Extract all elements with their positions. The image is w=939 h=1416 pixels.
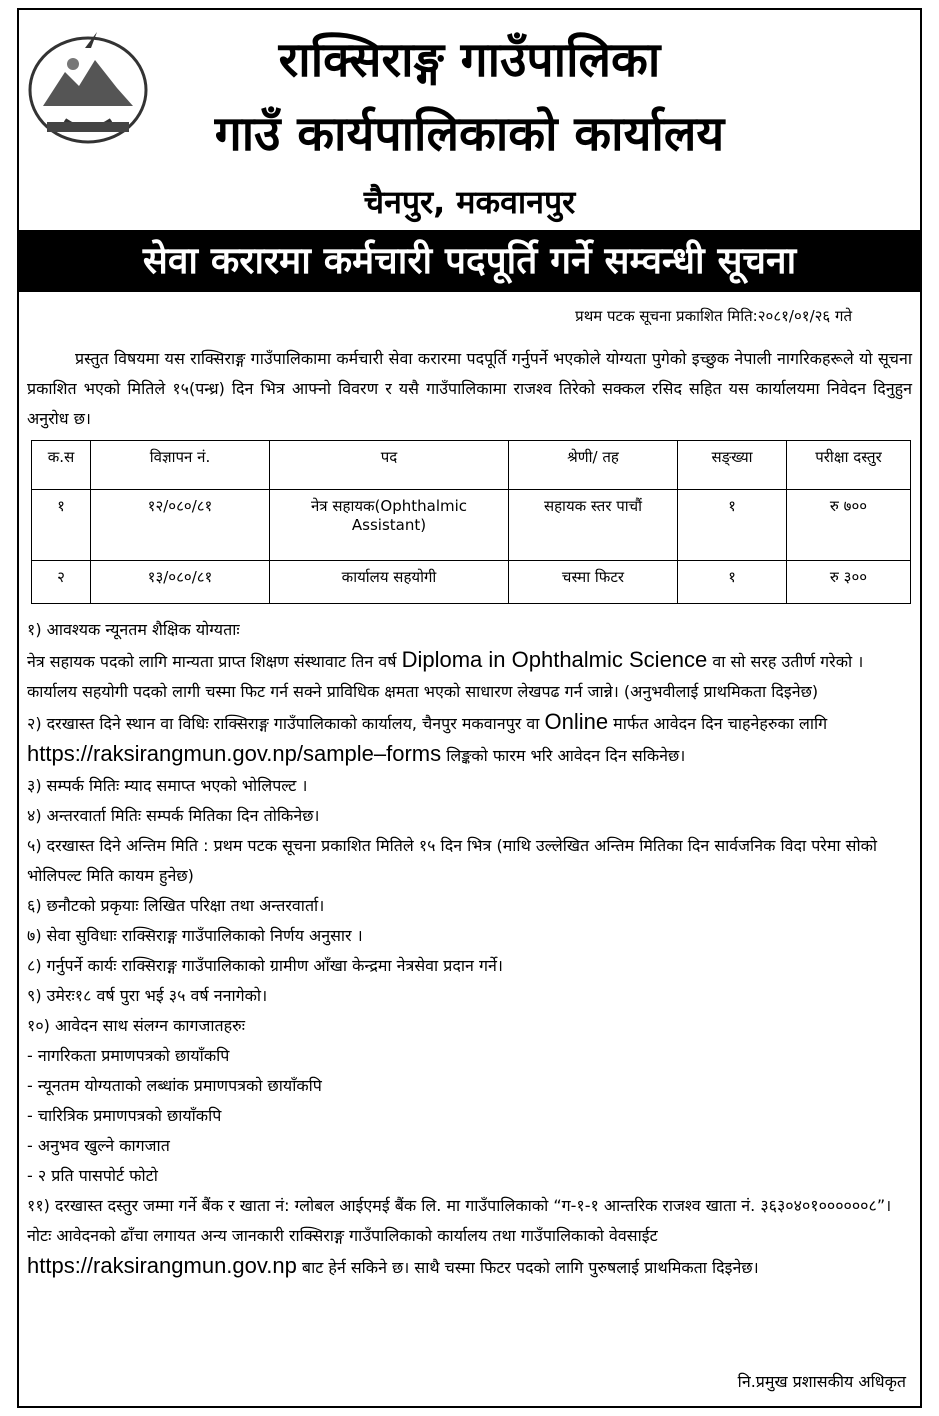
- cell-post: नेत्र सहायक(Ophthalmic Assistant): [270, 490, 509, 561]
- col-count: सङ्ख्या: [678, 441, 787, 490]
- publish-date: प्रथम पटक सूचना प्रकाशित मिति:२०८१/०१/२६ गते: [575, 307, 852, 325]
- item-3: ३) सम्पर्क मितिः म्याद समाप्त भएको भोलिपल्ट ।: [27, 776, 308, 795]
- address: चैनपुर, मकवानपुर: [363, 183, 576, 221]
- item-1-text-a: नेत्र सहायक पदको लागि मान्यता प्राप्त शिक्षण संस्थावाट तिन वर्ष: [27, 652, 402, 671]
- notice-header: [19, 10, 920, 282]
- attachment-item: - चारित्रिक प्रमाणपत्रको छायाँकपि: [27, 1106, 222, 1125]
- col-post: पद: [270, 441, 509, 490]
- cell-fee: रु ३००: [787, 561, 911, 604]
- item-2-text-a: २) दरखास्त दिने स्थान वा विधिः राक्सिराङ्ग गाउँपालिकाको कार्यालय, चैनपुर मकवानपुर वा: [27, 714, 545, 733]
- notice-body: [27, 615, 912, 1283]
- cell-level: चस्मा फिटर: [509, 561, 678, 604]
- table-row: [32, 561, 911, 604]
- note: [27, 1221, 912, 1283]
- cell-post: कार्यालय सहयोगी: [270, 561, 509, 604]
- item-1-text-b: वा सो सरह उतीर्ण गरेको । कार्यालय सहयोगी पदको लागी चस्मा फिट गर्न सक्ने प्राविधिक क्षमता भएको साधारण लेखपढ गर्न जान्ने। (अनुभवीलाई प्राथमिकता दिइनेछ): [27, 652, 864, 701]
- col-fee: परीक्षा दस्तुर: [787, 441, 911, 490]
- item-2-text-b: मार्फत आवेदन दिन चाहनेहरुका लागि: [608, 714, 828, 733]
- attachment-item: - अनुभव खुल्ने कागजात: [27, 1136, 170, 1155]
- table-row: [32, 490, 911, 561]
- attachment-item: - न्यूनतम योग्यताको लब्धांक प्रमाणपत्रको छायाँकपि: [27, 1076, 322, 1095]
- notice-title-banner: सेवा करारमा कर्मचारी पदपूर्ति गर्ने सम्वन्धी सूचना: [19, 230, 920, 292]
- intro-paragraph: प्रस्तुत विषयमा यस राक्सिराङ्ग गाउँपालिकामा कर्मचारी सेवा करारमा पदपूर्ति गर्नुपर्ने भएकोले योग्यता पुगेको इच्छुक नेपाली नागरिकहरूले यो सूचना प्रकाशित भएको मितिले १५(पन्ध्र) दिन भित्र आफ्नो विवरण र यसै गाउँपालिकामा राजश्व तिरेको सक्कल रसिद सहित यस कार्यालयमा निवेदन दिनुहुन अनुरोध छ।: [27, 349, 912, 428]
- item-11: ११) दरखास्त दस्तुर जम्मा गर्ने बैंक र खाता नं: ग्लोबल आईएमई बैंक लि. मा गाउँपालिकाको “ग-१-१ आन्तरिक राजश्व खाता नं. ३६३०४०१००००००८”।: [27, 1196, 892, 1215]
- cell-fee: रु ७००: [787, 490, 911, 561]
- item-5: ५) दरखास्त दिने अन्तिम मिति : प्रथम पटक सूचना प्रकाशित मितिले १५ दिन भित्र (माथि उल्लेखित अन्तिम मितिका दिन सार्वजनिक विदा परेमा सोको भोलिपल्ट मिति कायम हुनेछ): [27, 836, 878, 885]
- item-9: ९) उमेरः१८ वर्ष पुरा भई ३५ वर्ष ननागेको।: [27, 986, 268, 1005]
- cell-sn: १: [32, 490, 91, 561]
- col-sn: क.स: [32, 441, 91, 490]
- signature: नि.प्रमुख प्रशासकीय अधिकृत: [737, 1372, 906, 1391]
- notice-page: [17, 8, 922, 1408]
- cell-ad-no: १२/०८०/८१: [91, 490, 270, 561]
- cell-level: सहायक स्तर पाचौं: [509, 490, 678, 561]
- website-link[interactable]: https://raksirangmun.gov.np: [27, 1253, 297, 1278]
- item-1-title: १) आवश्यक न्यूनतम शैक्षिक योग्यताः: [27, 620, 240, 639]
- vacancy-table: [31, 440, 911, 604]
- municipality-title: राक्सिराङ्ग गाउँपालिका: [278, 32, 661, 88]
- online-text: Online: [544, 709, 609, 734]
- note-text-b: बाट हेर्न सकिने छ। साथै चस्मा फिटर पदको लागि पुरुषलाई प्राथमिकता दिइनेछ।: [296, 1258, 759, 1277]
- cell-count: १: [678, 561, 787, 604]
- cell-sn: २: [32, 561, 91, 604]
- item-10-title: १०) आवेदन साथ संलग्न कागजातहरुः: [27, 1016, 245, 1035]
- cell-count: १: [678, 490, 787, 561]
- item-2: [27, 707, 912, 771]
- office-title: गाउँ कार्यपालिकाको कार्यालय: [214, 106, 725, 162]
- attachment-item: - २ प्रति पासपोर्ट फोटो: [27, 1166, 158, 1185]
- item-7: ७) सेवा सुविधाः राक्सिराङ्ग गाउँपालिकाको निर्णय अनुसार ।: [27, 926, 363, 945]
- forms-link[interactable]: https://raksirangmun.gov.np/sample–forms: [27, 741, 442, 766]
- attachment-item: - नागरिकता प्रमाणपत्रको छायाँकपि: [27, 1046, 230, 1065]
- item-6: ६) छनौटको प्रकृयाः लिखित परिक्षा तथा अन्तरवार्ता।: [27, 896, 325, 915]
- item-1-text: [27, 645, 912, 707]
- col-ad-no: विज्ञापन नं.: [91, 441, 270, 490]
- diploma-text: Diploma in Ophthalmic Science: [401, 647, 708, 672]
- item-8: ८) गर्नुपर्ने कार्यः राक्सिराङ्ग गाउँपालिकाको ग्रामीण आँखा केन्द्रमा नेत्रसेवा प्रदान गर्ने।: [27, 956, 503, 975]
- table-header-row: [32, 441, 911, 490]
- item-2-text-c: लिङ्कको फारम भरि आवेदन दिन सकिनेछ।: [441, 746, 686, 765]
- item-4: ४) अन्तरवार्ता मितिः सम्पर्क मितिका दिन तोकिनेछ।: [27, 806, 320, 825]
- col-level: श्रेणी/ तह: [509, 441, 678, 490]
- note-text-a: नोटः आवेदनको ढाँचा लगायत अन्य जानकारी राक्सिराङ्ग गाउँपालिकाको कार्यालय तथा गाउँपालिकाको वेवसाईट: [27, 1226, 658, 1245]
- cell-ad-no: १३/०८०/८१: [91, 561, 270, 604]
